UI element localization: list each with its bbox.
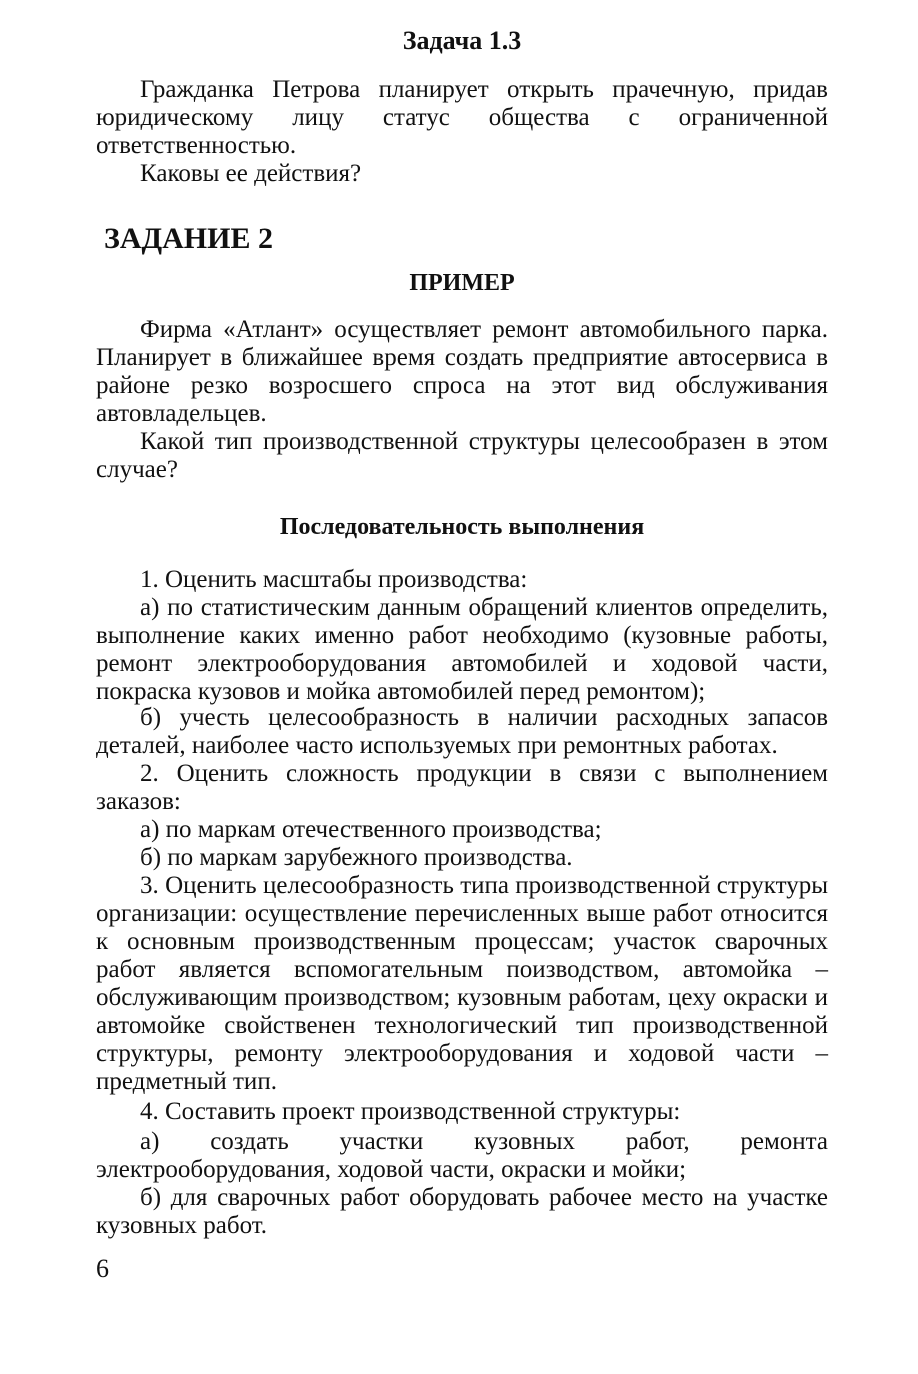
- example-question: Какой тип производственной структуры целесообразен в этом случае?: [96, 428, 828, 483]
- step-2b: б) по маркам зарубежного производства.: [140, 844, 573, 871]
- example-paragraph: Фирма «Атлант» осуществляет ремонт автомобильного парка. Планирует в ближайшее время создать предприятие автосервиса в районе резко возросшего спроса на этот вид обслуживания автовладельцев.: [96, 316, 828, 427]
- step-2: 2. Оценить сложность продукции в связи с выполнением заказов:: [96, 760, 828, 815]
- step-4a: а) создать участки кузовных работ, ремонта электрооборудования, ходовой части, окраски и мойки;: [96, 1128, 828, 1183]
- step-1b: б) учесть целесообразность в наличии расходных запасов деталей, наиболее часто используемых при ремонтных работах.: [96, 704, 828, 759]
- step-1a: а) по статистическим данным обращений клиентов определить, выполнение каких именно работ необходимо (кузовные работы, ремонт электрооборудования автомобилей и ходовой части, покраска кузовов и мойка автомобилей перед ремонтом);: [96, 594, 828, 705]
- page-number: 6: [96, 1254, 109, 1283]
- section-title: ЗАДАНИЕ 2: [104, 222, 273, 255]
- step-2a: а) по маркам отечественного производства;: [140, 816, 602, 843]
- step-4: 4. Составить проект производственной структуры:: [140, 1098, 681, 1125]
- step-3: 3. Оценить целесообразность типа производственной структуры организации: осуществление перечисленных выше работ относится к основным производственным процессам; участок сварочных работ является вспомогательным поизводством, автомойка – обслуживающим производством; кузовным работам, цеху окраски и автомойке свойственен технологический тип производственной структуры, ремонту электрооборудования и ходовой части – предметный тип.: [96, 872, 828, 1095]
- task-paragraph: Гражданка Петрова планирует открыть прачечную, придав юридическому лицу статус общества с ограниченной ответственностью.: [96, 76, 828, 159]
- step-4b: б) для сварочных работ оборудовать рабочее место на участке кузовных работ.: [96, 1184, 828, 1239]
- sequence-title: Последовательность выполнения: [279, 514, 645, 540]
- step-1: 1. Оценить масштабы производства:: [140, 566, 528, 593]
- task-question: Каковы ее действия?: [140, 160, 362, 187]
- task-title: Задача 1.3: [402, 26, 522, 55]
- example-title: ПРИМЕР: [409, 270, 515, 296]
